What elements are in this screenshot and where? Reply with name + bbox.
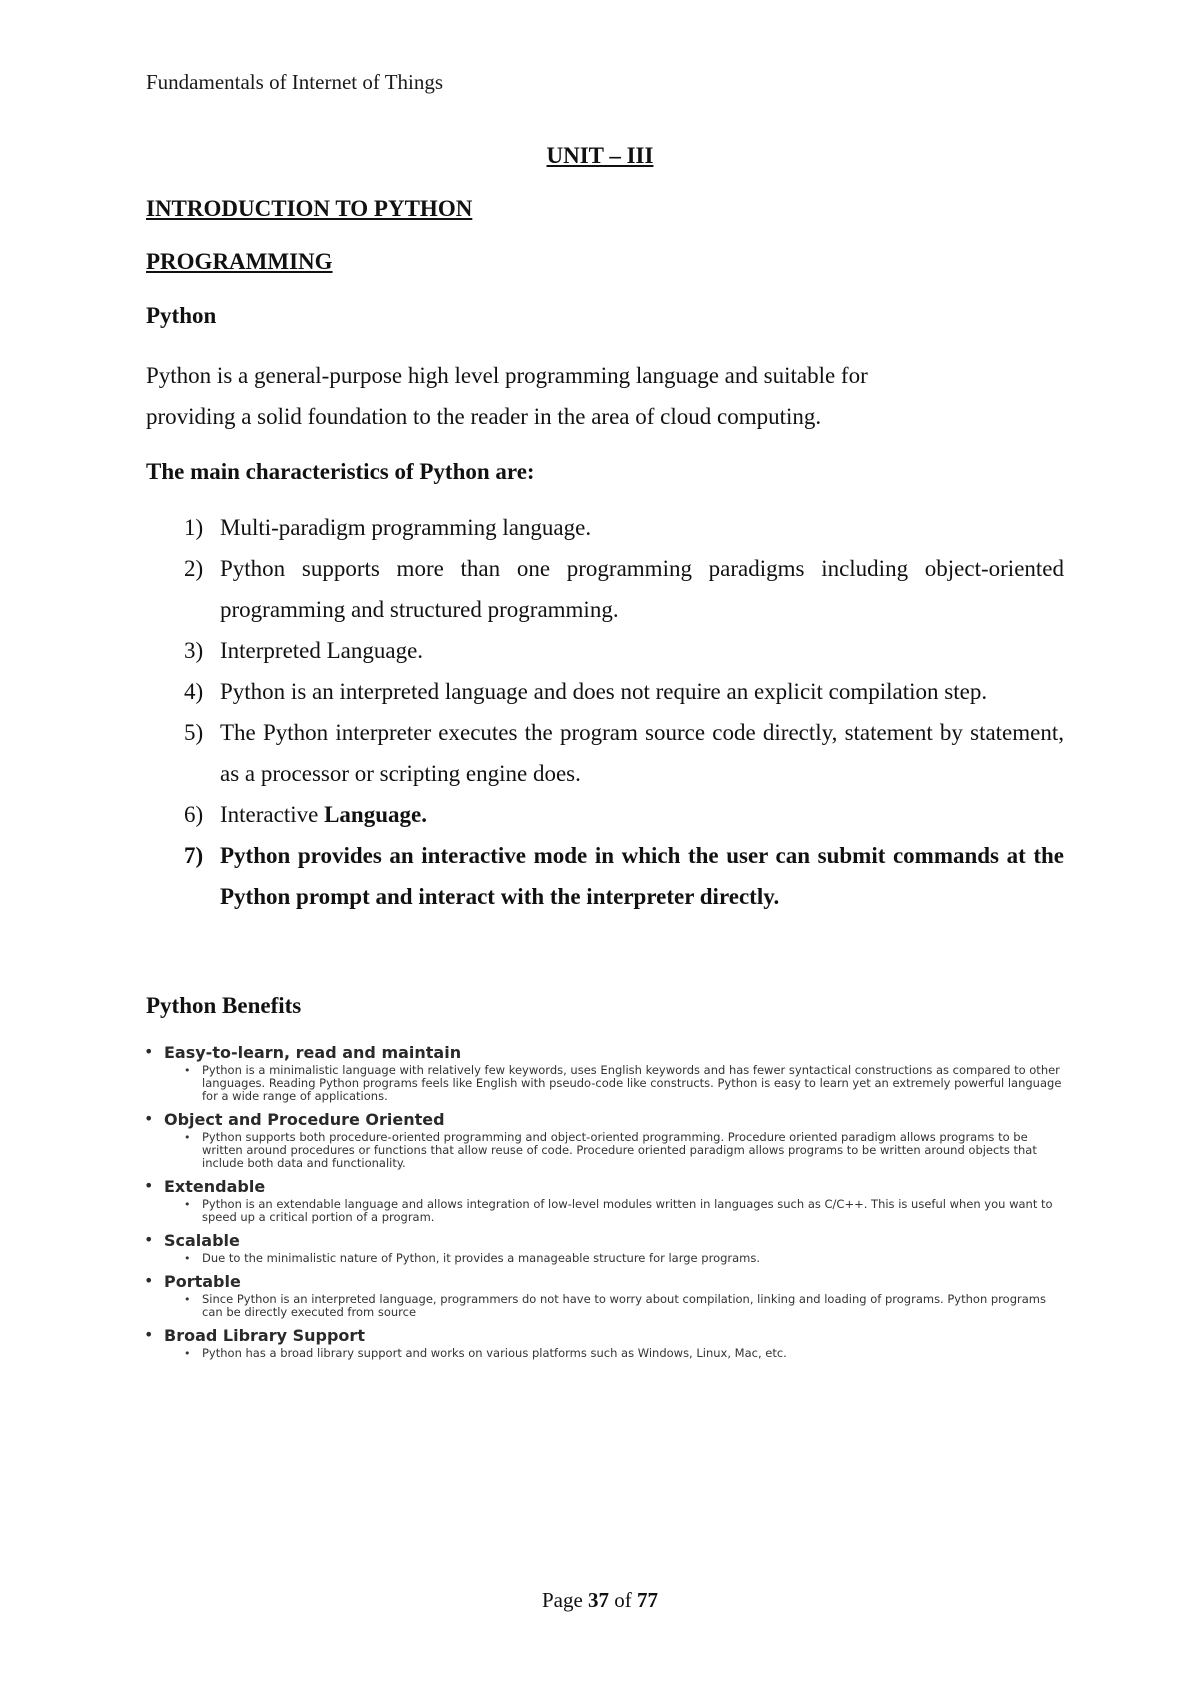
intro-line-2: providing a solid foundation to the reader in the area of cloud computing.	[146, 404, 822, 429]
benefit-item	[144, 1042, 1062, 1103]
intro-paragraph	[146, 355, 1064, 437]
bullet-icon: •	[144, 1042, 154, 1061]
benefit-description: • Due to the minimalistic nature of Python, it provides a manageable structure for large programs.	[184, 1251, 761, 1265]
bullet-icon: •	[184, 1064, 191, 1077]
list-item: 3) Interpreted Language.	[184, 638, 424, 663]
benefits-figure	[144, 1042, 1062, 1366]
bullet-icon: •	[184, 1198, 191, 1211]
characteristics-heading: The main characteristics of Python are:	[146, 459, 535, 484]
bullet-icon: •	[144, 1271, 154, 1290]
page-label: Page	[541, 1588, 589, 1612]
benefit-title: Extendable	[164, 1177, 266, 1196]
page-total: 77	[637, 1588, 659, 1612]
bullet-icon: •	[144, 1109, 154, 1128]
benefit-title: Scalable	[164, 1231, 240, 1250]
bullet-icon: •	[144, 1230, 154, 1249]
bullet-icon: •	[184, 1347, 191, 1360]
benefit-item	[144, 1230, 1062, 1265]
unit-title: UNIT – III	[546, 143, 654, 168]
benefit-item	[144, 1271, 1062, 1319]
benefit-title: Object and Procedure Oriented	[164, 1110, 445, 1129]
bullet-icon: •	[144, 1325, 154, 1344]
benefit-title: Easy-to-learn, read and maintain	[164, 1043, 462, 1062]
list-item: 2) Python supports more than one programming paradigms including object-oriented programming and structured programming.	[184, 556, 1064, 622]
page-footer	[0, 1588, 1200, 1613]
section-title-line-1: INTRODUCTION TO PYTHON	[146, 196, 473, 221]
benefit-description: • Since Python is an interpreted language, programmers do not have to worry about compilation, linking and loading of programs. Python programs can be directly executed from source	[184, 1292, 1046, 1319]
running-header: Fundamentals of Internet of Things	[146, 70, 444, 94]
benefit-item	[144, 1325, 1062, 1360]
benefit-description: • Python has a broad library support and works on various platforms such as Windows, Linux, Mac, etc.	[184, 1346, 787, 1360]
bullet-icon: •	[184, 1252, 191, 1265]
list-item: 7) Python provides an interactive mode in which the user can submit commands at the Python prompt and interact with the interpreter directly.	[184, 843, 1064, 909]
list-item: 6) Interactive Language.	[184, 802, 427, 827]
benefit-description: • Python supports both procedure-oriented programming and object-oriented programming. Procedure oriented paradigm allows programs to be written around procedures or functions that allow reuse of code. Procedure oriented paradigm allows programs to be written around objects that include both data and functionality.	[184, 1130, 1037, 1170]
benefit-description: • Python is a minimalistic language with relatively few keywords, uses English keywords and has fewer syntactical constructions as compared to other languages. Reading Python programs feels like English with pseudo-code like constructs. Python is easy to learn yet an extremely powerful language for a wide range of applications.	[184, 1063, 1062, 1103]
section-title-line-2: PROGRAMMING	[146, 249, 333, 274]
benefit-item	[144, 1109, 1062, 1170]
bullet-icon: •	[184, 1293, 191, 1306]
page-current: 37	[588, 1588, 610, 1612]
bullet-icon: •	[144, 1176, 154, 1195]
python-heading: Python	[146, 303, 217, 328]
list-item: 5) The Python interpreter executes the program source code directly, statement by statement, as a processor or scripting engine does.	[184, 720, 1064, 786]
characteristics-list	[146, 507, 1064, 917]
benefit-title: Portable	[164, 1272, 241, 1291]
intro-line-1: Python is a general-purpose high level programming language and suitable for	[146, 363, 868, 388]
benefits-heading: Python Benefits	[146, 993, 302, 1018]
benefit-item	[144, 1176, 1062, 1224]
benefit-description: • Python is an extendable language and allows integration of low-level modules written in languages such as C/C++. This is useful when you want to speed up a critical portion of a program.	[184, 1197, 1053, 1224]
bullet-icon: •	[184, 1131, 191, 1144]
list-item: 4) Python is an interpreted language and does not require an explicit compilation step.	[184, 679, 988, 704]
list-item: 1) Multi-paradigm programming language.	[184, 515, 592, 540]
page-of-label: of	[609, 1588, 638, 1612]
benefit-title: Broad Library Support	[164, 1326, 365, 1345]
